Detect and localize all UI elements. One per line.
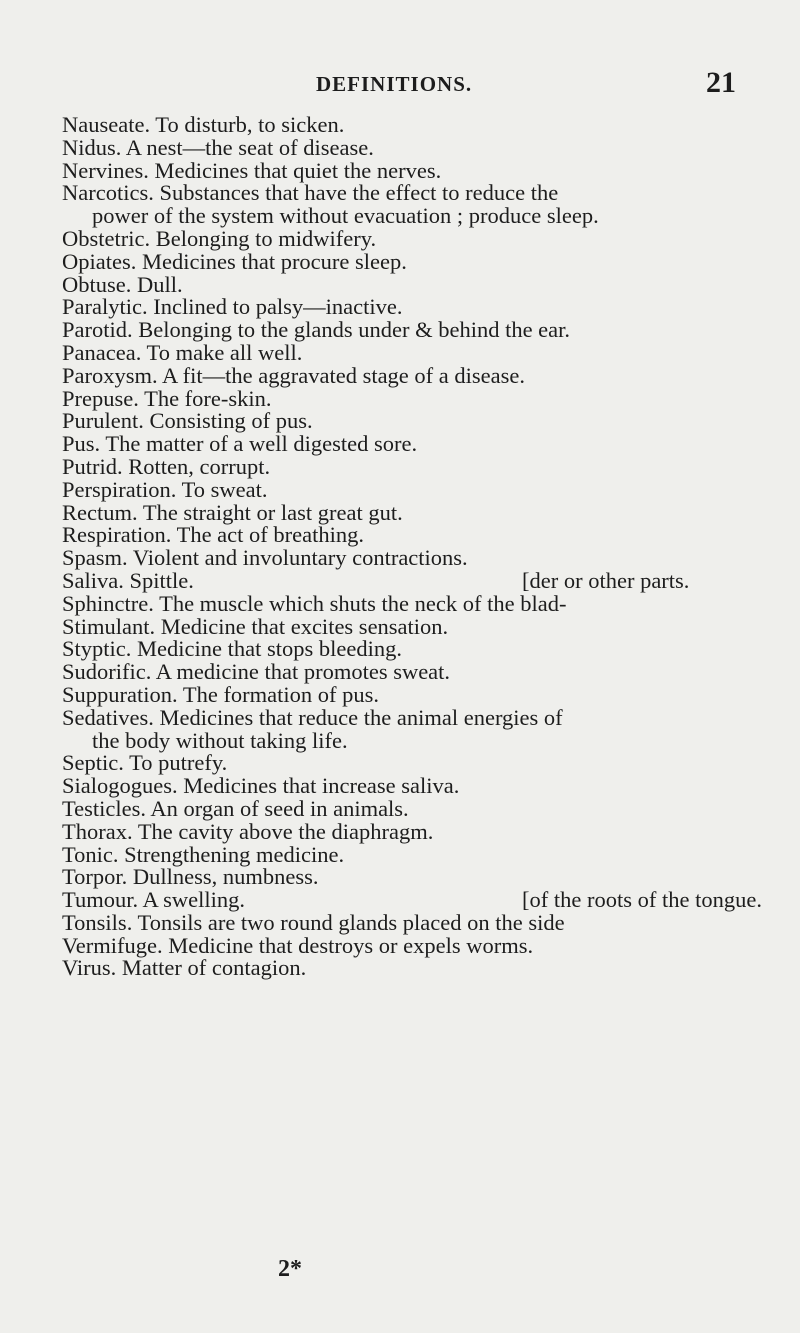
definition-entry: Sialogogues. Medicines that increase saliva. [62,773,460,799]
definition-entry: Virus. Matter of contagion. [62,955,307,981]
definition-entry: Sedatives. Medicines that reduce the animal energies of [62,704,563,730]
definition-entry: Sphinctre. The muscle which shuts the neck of the blad- [62,590,567,616]
definition-entry-with-turnover [62,889,762,912]
page-header [0,68,800,102]
definition-entry: Tonsils. Tonsils are two round glands placed on the side [62,909,565,935]
definition-entry: Narcotics. Substances that have the effect to reduce the [62,180,559,206]
definition-entry: Stimulant. Medicine that excites sensation. [62,613,449,639]
definition-entry: Septic. To putrefy. [62,750,228,776]
definition-entry: Suppuration. The formation of pus. [62,681,380,707]
turnover-fragment: [der or other parts. [522,567,690,593]
definition-entry: Thorax. The cavity above the diaphragm. [62,818,434,844]
definition-entry: Nidus. A nest—the seat of disease. [62,134,374,160]
definition-entry: Nervines. Medicines that quiet the nerves. [62,157,442,183]
definition-entry: Testicles. An organ of seed in animals. [62,795,409,821]
signature-mark: 2* [278,1256,302,1282]
definition-entry: Torpor. Dullness, numbness. [62,864,319,890]
definition-entry: Respiration. The act of breathing. [62,522,364,548]
definition-entry: Nauseate. To disturb, to sicken. [62,112,345,137]
definition-entry: Opiates. Medicines that procure sleep. [62,248,407,274]
definition-entry: Vermifuge. Medicine that destroys or expels worms. [62,932,534,958]
definition-entry: Tonic. Strengthening medicine. [62,841,345,867]
definition-entry: Paralytic. Inclined to palsy—inactive. [62,294,403,320]
definition-entry: Perspiration. To sweat. [62,476,268,502]
definition-entry: Putrid. Rotten, corrupt. [62,453,271,479]
definition-entry-with-turnover [62,567,762,593]
definition-entry: Obstetric. Belonging to midwifery. [62,225,377,251]
definition-continuation: the body without taking life. [92,727,348,753]
definition-entry: Prepuse. The fore-skin. [62,385,272,411]
turnover-fragment: [of the roots of the tongue. [522,887,762,913]
definition-entry: Rectum. The straight or last great gut. [62,499,403,525]
definition-entry: Parotid. Belonging to the glands under & behind the ear. [62,317,571,343]
definition-entry: Styptic. Medicine that stops bleeding. [62,636,402,662]
definition-entry: Obtuse. Dull. [62,271,183,297]
definition-entry: Pus. The matter of a well digested sore. [62,431,418,457]
definition-entry: Paroxysm. A fit—the aggravated stage of a disease. [62,362,525,388]
definition-entry: Spasm. Violent and involuntary contractions. [62,545,468,571]
definition-text: Tumour. A swelling. [62,887,245,913]
running-title: DEFINITIONS. [316,72,473,96]
definition-text: Saliva. Spittle. [62,567,194,593]
definitions-list [62,114,762,980]
definition-entry: Panacea. To make all well. [62,339,303,365]
definition-entry: Sudorific. A medicine that promotes sweat. [62,659,451,685]
definition-entry: Purulent. Consisting of pus. [62,408,313,434]
definition-continuation: power of the system without evacuation ; produce sleep. [92,203,599,229]
page-number: 21 [706,66,736,99]
